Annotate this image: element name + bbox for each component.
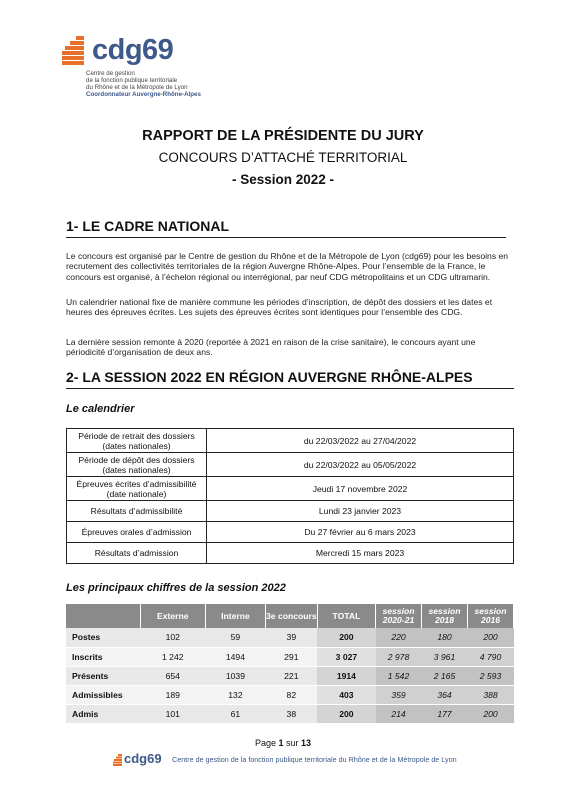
calendar-label: Période de dépôt des dossiers (dates nationales) [67,453,207,477]
figures-history-cell: 2 978 [376,647,422,666]
figures-cell: 132 [206,685,266,704]
figures-title: Les principaux chiffres de la session 2022 [66,582,286,594]
figures-header-row [66,604,514,628]
figures-row [66,647,514,666]
calendar-row [67,453,514,477]
figures-total-cell: 200 [317,628,375,647]
figures-history-cell: 364 [422,685,468,704]
figures-header-cell [66,604,140,628]
calendar-label: Épreuves écrites d’admissibilité (date nationale) [67,477,207,501]
figures-history-cell: 200 [468,704,514,723]
figures-cell: 189 [140,685,206,704]
figures-history-cell: 1 542 [376,666,422,685]
figures-history-cell: 220 [376,628,422,647]
calendar-value: Du 27 février au 6 mars 2023 [207,522,514,543]
logo-subtitle [86,70,236,98]
figures-header-cell: 3e concours [265,604,317,628]
figures-history-cell: 200 [468,628,514,647]
figures-row-label: Présents [66,666,140,685]
figures-row-label: Postes [66,628,140,647]
exam-title: CONCOURS D’ATTACHÉ TERRITORIAL [158,150,408,165]
calendar-value: Lundi 23 janvier 2023 [207,501,514,522]
figures-cell: 221 [265,666,317,685]
report-title: RAPPORT DE LA PRÉSIDENTE DU JURY [142,128,424,144]
figures-cell: 1 242 [140,647,206,666]
figures-total-cell: 1914 [317,666,375,685]
logo-line: de la fonction publique territoriale [86,77,178,84]
page-current: 1 [278,738,284,748]
logo-line: du Rhône et de la Métropole de Lyon [86,84,188,91]
figures-row [66,685,514,704]
calendar-value: Jeudi 17 novembre 2022 [207,477,514,501]
figures-cell: 38 [265,704,317,723]
figures-cell: 102 [140,628,206,647]
calendar-label: Période de retrait des dossiers (dates nationales) [67,429,207,453]
figures-history-cell: 359 [376,685,422,704]
figures-cell: 654 [140,666,206,685]
figures-cell: 82 [265,685,317,704]
section2-heading: 2- LA SESSION 2022 EN RÉGION AUVERGNE RHÔNE-ALPES [66,369,514,389]
figures-cell: 1494 [206,647,266,666]
cdg69-logo-icon [60,34,90,68]
figures-cell: 1039 [206,666,266,685]
figures-header-cell: TOTAL [317,604,375,628]
figures-table [66,604,514,724]
figures-history-cell: 4 790 [468,647,514,666]
calendar-row [67,543,514,564]
section1-paragraph-3: La dernière session remonte à 2020 (reportée à 2021 en raison de la crise sanitaire), le concours ayant une périodicité d’organisation de deux ans. [66,337,476,358]
section1-paragraph-2: Un calendrier national fixe de manière commune les périodes d’inscription, de dépôt des dossiers et les dates et heures des épreuves écrites. Les sujets des épreuves écrites sont identiques pour l’ensemble des CDG. [66,297,493,318]
figures-row [66,666,514,685]
footer-text: Centre de gestion de la fonction publique territoriale du Rhône et de la Métropole de Lyon [172,755,457,764]
figures-row [66,628,514,647]
footer [112,752,472,768]
figures-row-label: Admissibles [66,685,140,704]
page-total: 13 [301,738,312,748]
figures-row-label: Admis [66,704,140,723]
figures-history-cell: 180 [422,628,468,647]
figures-header-cell: session 2018 [422,604,468,628]
figures-header-cell: session 2020-21 [376,604,422,628]
figures-cell: 291 [265,647,317,666]
cdg69-footer-logo-icon [112,753,124,766]
figures-cell: 101 [140,704,206,723]
logo-coordinator: Coordonnateur Auvergne-Rhône-Alpes [86,91,201,98]
figures-header-cell: Interne [206,604,266,628]
figures-history-cell: 2 593 [468,666,514,685]
figures-row [66,704,514,723]
figures-history-cell: 388 [468,685,514,704]
page-number [0,738,566,748]
figures-cell: 59 [206,628,266,647]
calendar-row [67,501,514,522]
calendar-value: du 22/03/2022 au 05/05/2022 [207,453,514,477]
footer-logo-name: cdg69 [124,751,162,766]
calendar-value: du 22/03/2022 au 27/04/2022 [207,429,514,453]
page-mid: sur [286,738,299,748]
figures-cell: 61 [206,704,266,723]
calendar-table [66,428,514,564]
calendar-row [67,522,514,543]
logo-name: cdg69 [92,34,174,66]
page-prefix: Page [254,738,276,748]
figures-total-cell: 403 [317,685,375,704]
figures-total-cell: 200 [317,704,375,723]
figures-cell: 39 [265,628,317,647]
figures-total-cell: 3 027 [317,647,375,666]
figures-history-cell: 214 [376,704,422,723]
section1-heading: 1- LE CADRE NATIONAL [66,218,506,238]
figures-history-cell: 2 165 [422,666,468,685]
calendar-label: Épreuves orales d’admission [67,522,207,543]
figures-row-label: Inscrits [66,647,140,666]
cdg69-logo [60,30,240,102]
section1-paragraph-1: Le concours est organisé par le Centre de gestion du Rhône et de la Métropole de Lyon (cdg69) pour les besoins en recrutement des collectivités territoriales de la région Auvergne Rhône-Alpes. Pour l’ensemble de la France, le concours est organisé, à l’échelon régional ou interrégional, par neuf CDG métropolitains et un CDG ultramarin. [66,251,509,282]
calendar-row [67,477,514,501]
calendar-label: Résultats d’admissibilité [67,501,207,522]
calendar-row [67,429,514,453]
calendar-value: Mercredi 15 mars 2023 [207,543,514,564]
figures-header-cell: Externe [140,604,206,628]
figures-header-cell: session 2016 [468,604,514,628]
calendar-label: Résultats d’admission [67,543,207,564]
session-title: - Session 2022 - [231,172,335,187]
logo-line: Centre de gestion [86,70,135,77]
figures-history-cell: 177 [422,704,468,723]
calendar-title: Le calendrier [66,403,135,415]
figures-history-cell: 3 961 [422,647,468,666]
